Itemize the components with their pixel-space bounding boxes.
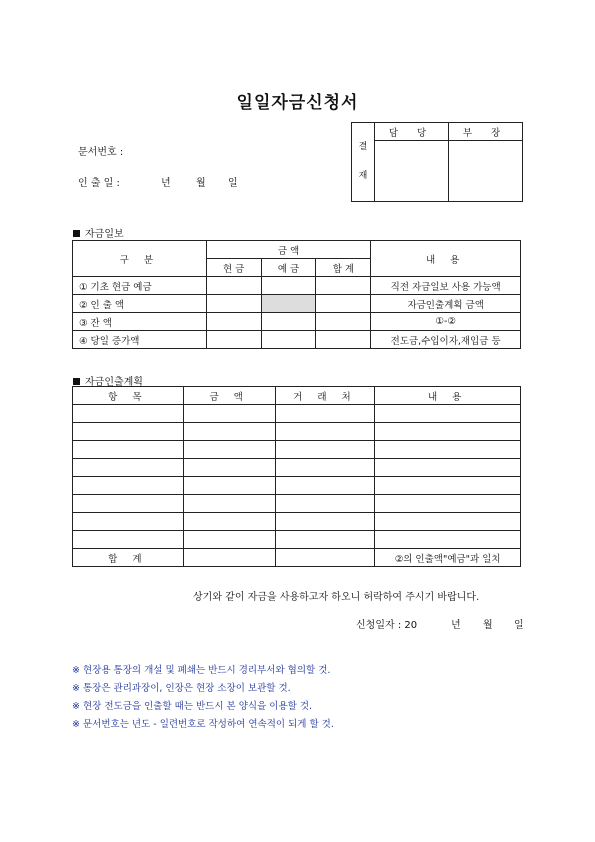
notes-list (72, 662, 334, 734)
cell-content[interactable] (375, 405, 521, 423)
header-content: 내 용 (375, 387, 521, 405)
square-bullet-icon (73, 230, 80, 237)
issue-date-month: 월 (196, 178, 206, 189)
table-row (73, 477, 521, 495)
cell-content[interactable] (375, 513, 521, 531)
cell-content[interactable] (375, 495, 521, 513)
cell-content[interactable] (375, 423, 521, 441)
table-row (73, 331, 521, 349)
header-content: 내 용 (371, 241, 521, 277)
total-note: ②의 인출액"예금"과 일치 (375, 549, 521, 567)
request-date-label: 신청일자 : 20 (356, 620, 418, 631)
cell-content[interactable] (375, 459, 521, 477)
cell-content[interactable] (375, 477, 521, 495)
row-label: ③ 잔 액 (73, 313, 207, 331)
section2-title: 자금인출계획 (85, 377, 143, 388)
sub-cash: 현 금 (206, 259, 261, 277)
request-date-year: 년 (451, 620, 461, 631)
cell-client[interactable] (275, 549, 375, 567)
cell-deposit[interactable] (261, 277, 316, 295)
doc-number-label: 문서번호 : (78, 147, 124, 158)
approval-sign-manager[interactable] (449, 141, 523, 202)
table-row (73, 423, 521, 441)
row-desc: 자금인출계획 금액 (371, 295, 521, 313)
cell-amount[interactable] (183, 441, 275, 459)
note-item: ※ 통장은 관리과장이, 인장은 현장 소장이 보관할 것. (72, 683, 291, 694)
table-row (73, 531, 521, 549)
row-label: ① 기초 현금 예금 (73, 277, 207, 295)
cell-total[interactable] (316, 331, 371, 349)
cell-item[interactable] (73, 441, 184, 459)
total-row (73, 549, 521, 567)
page-title: 일일자금신청서 (236, 93, 359, 113)
cell-total[interactable] (316, 313, 371, 331)
cell-cash[interactable] (206, 313, 261, 331)
cell-total[interactable] (316, 295, 371, 313)
cell-client[interactable] (275, 405, 375, 423)
table-row (73, 295, 521, 313)
table-row (73, 313, 521, 331)
cell-item[interactable] (73, 459, 184, 477)
header-item: 항 목 (73, 387, 184, 405)
cell-amount[interactable] (183, 549, 275, 567)
approval-box (351, 122, 523, 202)
cell-amount[interactable] (183, 531, 275, 549)
header-amount: 금 액 (183, 387, 275, 405)
cell-cash[interactable] (206, 331, 261, 349)
table-row (73, 513, 521, 531)
cell-cash[interactable] (206, 277, 261, 295)
note-item: ※ 현장 전도금을 인출할 때는 반드시 본 양식을 이용할 것. (72, 701, 313, 712)
approval-col-staff: 담 당 (375, 123, 449, 141)
issue-date-label: 인 출 일 : (78, 178, 120, 189)
cell-item[interactable] (73, 423, 184, 441)
cell-deposit[interactable] (261, 313, 316, 331)
cell-client[interactable] (275, 423, 375, 441)
cell-total[interactable] (316, 277, 371, 295)
table-row (73, 277, 521, 295)
header-group: 구 분 (73, 241, 207, 277)
request-text: 상기와 같이 자금을 사용하고자 하오니 허락하여 주시기 바랍니다. (193, 592, 480, 603)
square-bullet-icon (73, 378, 80, 385)
approval-side-top: 결 (358, 142, 368, 152)
sub-deposit: 예 금 (261, 259, 316, 277)
cell-amount[interactable] (183, 459, 275, 477)
cell-cash[interactable] (206, 295, 261, 313)
approval-sign-staff[interactable] (375, 141, 449, 202)
header-amount: 금 액 (206, 241, 371, 259)
table-row (73, 405, 521, 423)
row-desc: 전도금,수입이자,재입금 등 (371, 331, 521, 349)
table-row (73, 459, 521, 477)
request-date-month: 월 (483, 620, 493, 631)
issue-date-year: 년 (161, 178, 171, 189)
cell-client[interactable] (275, 441, 375, 459)
cell-item[interactable] (73, 513, 184, 531)
cell-amount[interactable] (183, 405, 275, 423)
cell-content[interactable] (375, 441, 521, 459)
row-desc: 직전 자금일보 사용 가능액 (371, 277, 521, 295)
cell-item[interactable] (73, 495, 184, 513)
request-date-day: 일 (514, 620, 524, 631)
header-client: 거 래 처 (275, 387, 375, 405)
cell-amount[interactable] (183, 513, 275, 531)
note-item: ※ 현장용 통장의 개설 및 폐쇄는 반드시 경리부서와 협의할 것. (72, 665, 331, 676)
table-row (73, 495, 521, 513)
cell-client[interactable] (275, 477, 375, 495)
row-label: ② 인 출 액 (73, 295, 207, 313)
cell-item[interactable] (73, 405, 184, 423)
approval-col-manager: 부 장 (449, 123, 523, 141)
row-label: ④ 당일 증가액 (73, 331, 207, 349)
table-row (73, 441, 521, 459)
cell-amount[interactable] (183, 477, 275, 495)
cell-client[interactable] (275, 531, 375, 549)
cell-deposit[interactable] (261, 331, 316, 349)
cell-deposit-shaded (261, 295, 316, 313)
cell-content[interactable] (375, 531, 521, 549)
sub-total: 합 계 (316, 259, 371, 277)
cell-client[interactable] (275, 513, 375, 531)
cell-amount[interactable] (183, 423, 275, 441)
cell-item[interactable] (73, 477, 184, 495)
section1-heading (73, 225, 124, 240)
approval-side-bottom: 재 (358, 171, 368, 181)
cell-client[interactable] (275, 459, 375, 477)
cell-client[interactable] (275, 495, 375, 513)
withdrawal-plan-table (72, 386, 521, 567)
section1-title: 자금일보 (85, 229, 124, 240)
total-label: 합 계 (73, 549, 184, 567)
note-item: ※ 문서번호는 년도 - 일련번호로 작성하여 연속적이 되게 할 것. (72, 719, 334, 730)
cell-amount[interactable] (183, 495, 275, 513)
approval-side (352, 123, 375, 202)
fund-report-table (72, 240, 521, 349)
cell-item[interactable] (73, 531, 184, 549)
row-desc: ①-② (371, 313, 521, 331)
issue-date-day: 일 (228, 178, 238, 189)
